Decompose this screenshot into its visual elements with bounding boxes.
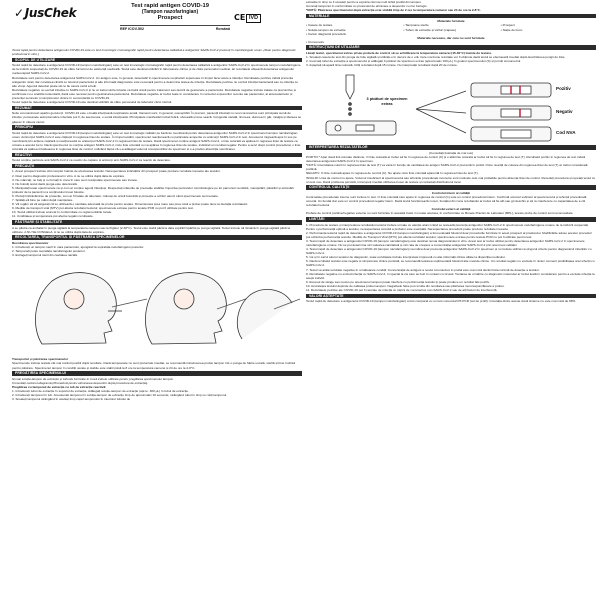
material-item: • Carton diagramă procedură (306, 31, 346, 36)
material-item: • Stație de lucru (500, 27, 523, 32)
material-item: • Soluție-tampon de extracție (306, 27, 346, 32)
result-negative-label: Negativ (556, 109, 573, 115)
product-title: Test rapid antigen COVID-19 (131, 3, 209, 9)
section-materiale: MATERIALE (306, 14, 596, 19)
header (12, 0, 302, 48)
brand-logo (14, 6, 76, 20)
section-scop: SCOPUL DE UTILIZARE (12, 58, 302, 63)
pregatire-step-1: 1. Introduceți tubul de extracție în suportul de extracție. Adăugați soluție-tampon de extracție (aprox. 300 μL) în tubul de extracție. (12, 388, 189, 393)
brand-name: JusChek (24, 6, 77, 20)
principiu-p1: Testul rapid de detectare a antigenului COVID-19 (tampon nazofaringian) este un test imunologic calitativ pe bază de membrană pentru detectarea antigenilor SARS-CoV-2 în specimenul tampon nazofaringian uman. Anticorpul SARS-CoV-2 este căptușit în regiunea liniei de testare. În timpul testării, specimenul reacționează cu particulele acoperite cu anticorpi SARS-CoV-2 în test. Amestecul migrează apoi în sus pe membrană prin acțiune capilară și reacționează cu anticorpul SARS-CoV-2 în regiunea liniei de testare. Dacă specimenul conține antigeni SARS-CoV-2, o linie colorată va apărea în regiunea liniei de testare ca urmare a acestui lucru. Dacă specimenul nu conține antigeni SARS-CoV-2, nicio linie colorată nu va apărea în regiunea liniei de testare, indicând un rezultat negativ. Pentru a servi drept control procedural, o linie colorată va apărea întotdeauna în regiunea liniei de control, indicând faptul că s-a adăugat volumul corespunzător de specimen și s-a produs absorbția membranei. (12, 130, 301, 152)
recoltare-step-2: 2. Tamponați peste suprafața nazofaringelui posterior. (12, 249, 86, 254)
rezumat-p1: Noile coronavirusuri aparțin genului β. COVID-19 este o boală infecțioasă respiratorie acută. Oamenii sunt, în general, susceptibili. În prezent, pacienții infectați cu noul coronavirus sunt principala sursă de infecție; persoanele asimptomatice infectate pot fi, de asemenea, o sursă infecțioasă. Principalele manifestări includ febră, oboseală și tuse seacă. Congestia nazală, rinoreea, durerea în gât, mialgia și diareea se găsesc în câteva cazuri. (12, 111, 302, 124)
precautie-1: 1. Acest prospect trebuie citit complet înainte de efectuarea testului. Nerespectarea indicațiilor din prospect poate produce rezultate inexacte ale testului. (12, 169, 221, 174)
section-control: CONTROLUL CALITĂȚII (306, 185, 596, 190)
precautie-5: 5. Manipulați toate specimenele ca și cum ar conține agenți infecțioși. Respectați măsurile de precauție stabilite împotriva pericolelor microbiologice pe tot parcursul recoltării, manipulării, păstrării și eliminării probelor de la pacienți și a conținutului trusei folosite. (12, 185, 294, 194)
interpretare-pozitiv: POZITIV:* Apar două linii colorate distincte. O linie colorată ar trebui să fie în regiunea de control (C) și o altă linie colorată ar trebui să fie în regiunea de test (T). Rezultatul pozitiv în regiunea de test indică detectarea antigenului SARS-CoV-2 în specimen. (306, 155, 586, 164)
section-interpretare: INTERPRETAREA REZULTATELOR (306, 145, 596, 150)
interpretare-nota: *NOTĂ: Intensitatea culorii în regiunea liniei de test (T) va varia în funcție de cantitatea de antigen SARS-CoV-2 prezentă în probă. Orice nuanță de culoare din regiunea liniei de test (T) ar trebui considerată pozitivă. (306, 163, 588, 172)
limitare-3: 3. Testul rapid de detectare a antigenului COVID-19 (tampon nazofaringian) este destinat numai diagnosticului in vitro. Acest test ar trebui utilizat pentru detectarea antigenilor SARS-CoV-2 în specimenele nazofaringiene umane. Nu se pot determina nici valoarea cantitativă și nici rata de creștere a concentrației antigenilor SARS-CoV-2 prin acest test calitativ. (306, 238, 585, 247)
product-subtitle: (Tampon nazofaringian) (141, 9, 199, 16)
materiale-nefurnizate-item: • Cronometru (306, 39, 325, 44)
left-column (12, 0, 302, 600)
result-invalid-label: Cod NVA (556, 130, 576, 136)
continuation-p1: extracție în timp ce îl scoateți pentru a expulza cât mai mult lichid posibil din tampon. (306, 0, 422, 4)
interpretare-invalid: INVALID: Linia de control nu apare. Volumul insuficient al specimenului sau tehnicile procedurale incorecte sunt motivele cele mai probabile pentru absența liniei de control. Revedeți procedura și repetați testul cu un test nou. Dacă problema persistă, întrerupeți imediat utilizarea trusei de testare și contactați distribuitorul local. (306, 175, 596, 184)
control-extern-title: Controlul extern al calității (431, 207, 471, 212)
material-item: • Casete de testare (306, 23, 333, 28)
continuation-p2: Aruncați tamponul în conformitate cu protocolul de eliminare a deșeurilor cu risc biologic. (306, 4, 428, 9)
precautie-7: 7. Spălați-vă bine pe mâini după manipulare. (12, 198, 74, 203)
section-rezumat: REZUMAT (12, 106, 302, 111)
section-recoltare: RECOLTAREA, TRANSPORTUL ȘI PĂSTRAREA SPECIMENELOR (12, 235, 302, 240)
pregatire-note: Numai soluția-tampon de extracție și tuburile furnizate în trusă trebuie utilizate pentru pregătirea specimenului tampon. (12, 376, 174, 381)
transport-subtitle: Transportul și păstrarea specimenelor (12, 357, 69, 362)
drops-label: 3 picături de specimen extras (366, 97, 408, 106)
ref-code: REF ICOV-502 (120, 27, 144, 31)
reactivi-p1: Testul conține particule anti-SARS-CoV-2 ca reactiv de captare și anticorp anti-SARS-CoV-2 ca reactiv de detectare. (12, 158, 171, 163)
instructiuni-intro: Lăsați testul, specimenul extras și/sau probele de control să se echilibreze la temperatura camerei (15-30°C) înainte de testare. (306, 51, 492, 56)
control-intern-title: Controlul intern al calității (431, 190, 471, 195)
section-pregatire: PREGĂTIREA SPECIMENULUI (12, 371, 302, 376)
control-p1: Controalele procedurale interne sunt incluse în test. O linie colorată care apare în regiunea de control (C) este un control procedural intern. Confirmă volumul suficient al specimenului și tehnică procedurală corectă. Un fundal clar este un control procedural negativ intern. Dacă testul funcționează corect, fundalul din zona rezultatului ar trebui să fie alb sau gri deschis și să nu interfereze cu capacitatea de a citi rezultatul testului. (306, 194, 587, 208)
valori-p1: Testul rapid de detectare a antigenului COVID-19 (tampon nazofaringian) a fost comparat cu un test comercial RT-PCR (cel de profil). Corelația dintre aceste două sisteme nu este mai mică de 98%. (306, 299, 577, 304)
pregatire-note-2: Consultați cartonul-diagramă (Procedură pentru eliminarea deșeurilor după procedura de extracție). (12, 380, 149, 385)
scop-p3: Rezultatele negative nu exclud infecția cu SARS-CoV-2 și nu ar trebui să fie folosite ca bază unică pentru tratament sau decizii de gestionare a pacientului. Rezultatele negative trebuie tratate ca prezumtive și confirmate cu o analiză moleculară, dacă este necesar pentru gestionarea pacientului. Rezultatele negative ar trebui luate în considerare în contextul expunerilor recente ale pacientului, al antecedentelor și prezenței semnelor și simptomelor clinice în concordanță cu COVID-19. (12, 87, 296, 101)
material-item: • Tampoane sterile (403, 23, 429, 28)
precautie-10: 10. Testul utilizat trebuie aruncat în conformitate cu reglementările locale. (12, 210, 113, 215)
precautie-9: 9. Mediile de transport viral (MTV) pot afecta rezultatul testului; specimenele extrase pentru testele PCR nu pot fi utilizate pentru test. (12, 206, 194, 211)
precautie-4: 4. Nu folosiți testul dacă punga este deteriorată. (12, 181, 78, 186)
scop-p4: Testul rapid de detectare a antigenului COVID-19 este destinat utilizării de către personalul de laborator clinic instruit. (12, 100, 173, 105)
right-column (306, 0, 596, 600)
pregatire-step-3: 3. Scoateți tamponul strângând în același timp capul tamponului în interiorul tubului de (12, 397, 131, 402)
language-label: Română (215, 27, 230, 31)
section-reactivi: REACTIVI (12, 153, 302, 158)
nasopharyngeal-swab-figure (12, 259, 302, 355)
precautie-11: 11. Umiditatea și temperatura pot afecta negativ rezultatele. (12, 214, 94, 219)
section-valori: VALORI AȘTEPTATE (306, 294, 596, 299)
intro-text: Testul rapid pentru detectarea antigenului COVID-19 este un test imunologic cromatografic rapid pentru detectarea calitativă a antigenilor SARS-CoV-2 prezenți în nazofaringele uman. (Doar pentru diagnostic profesional in vitro.) (12, 48, 296, 57)
section-pastrare: PĂSTRARE ȘI STABILITATE (12, 220, 302, 225)
limitare-8: 8. Rezultatele negative nu exclud infecția cu SARS-CoV-2, în special la cei care au fost în contact cu virusul. Testarea de urmărire cu diagnostic molecular ar trebui luată în considerare pentru a exclude infecția la acești indivizi. (306, 271, 595, 280)
interpretare-negativ: NEGATIV: O linie colorată apare în regiunea de control (C). Nu apare nicio linie colorată aparentă în regiunea liniei de test (T). (306, 171, 479, 176)
limitare-4: 4. Testul rapid de detectare a antigenului COVID-19 (tampon nazofaringian) va indica doar prezența antigenilor SARS-CoV-2 în specimen și nu trebuie utilizat ca singurul criteriu pentru diagnosticul infecțiilor cu SARS-CoV-2. (306, 247, 592, 256)
limitare-6: 6. Dacă rezultatul testului este negativ și simptomele clinice persistă, se recomandă testarea suplimentară folosind alte metode clinice. Un rezultat negativ nu exclude în niciun moment posibilitatea unei infecții cu SARS-CoV-2. (306, 259, 595, 268)
ref-bar (120, 25, 230, 31)
material-item: • Tuburi de extracție și vârfuri (capace) (403, 27, 457, 32)
materiale-nefurnizate-title: Materiale necesare, dar care nu sunt furnizate (417, 35, 485, 40)
ivd-symbol: IVD (246, 14, 261, 23)
material-item: • Prospect (500, 23, 515, 28)
title-block (120, 3, 220, 22)
section-instructiuni: INSTRUCȚIUNI DE UTILIZARE (306, 45, 596, 50)
section-principiu: PRINCIPIU (12, 125, 302, 130)
ce-mark: CE (234, 13, 246, 22)
limitare-11: 11. Rezultatele pozitive ale COVID-19 pot fi cauzate de infecția cu tulpini de coronavirus non-SARS-CoV-2 sau de alți factori de interferență. (306, 288, 498, 292)
section-precautii: PRECAUȚII (12, 164, 302, 169)
limitare-1: 1. Procedura de testare și interpretarea rezultatului testului trebuie urmate cu atenție atunci când se testează prezența antigenilor SARS-CoV-2 în specimenele nazofaringiene umane de la indivizii suspectați. Pentru o performanță optimă a testului, nerespectarea corectă a probelor este esențială. Nerespectarea procedurii poate produce rezultate inexacte. (306, 222, 589, 231)
precautie-3: 3. Nu mâncați, nu beți și nu fumați în zona în care sunt manipulate specimenele sau truseie. (12, 177, 138, 182)
scop-p2: Rezultatele sunt pentru detectarea antigenului SARS-CoV-2. Un antigen este, în general, detectabil în specimenele respiratorii superioare în timpul fazei acute a infecției. Rezultatele pozitive indică prezența antigenilor virali, dar corelarea clinică cu istoricul pacientului și alte informații diagnostice este necesară pentru a determina starea de infecție. Rezultatele pozitive nu exclud infecția bacteriană sau co-infecția cu alte viruși. Agentul detectat poate să nu fie cauza certă a bolii. (12, 75, 298, 88)
recoltare-step-1: 1. Introduceți un tampon steril în nara pacientului, ajungând la suprafața nazofaringelui posterior. (12, 245, 145, 250)
check-icon: ✓ (14, 6, 24, 20)
document-type: Prospect (157, 15, 183, 22)
limitare-7: 7. Testul va arăta rezultate negative în următoarele condiții: Concentrația de antigeni a noului coronavirus în probă este mai mică decât limita minimă de detecție a testului. (306, 267, 540, 272)
instructiune-2: 2. Inversați tubul de extracție a specimenului și adăugați 3 picături de specimen extras (aproximativ 100 μL) în godeul specimenului (S) și porniți cronometrul. (306, 59, 522, 64)
swab-illustration (12, 259, 302, 355)
recoltare-step-3: 3. Extrageți tamponul steril din cavitatea nazală. (12, 253, 78, 258)
precautie-8: 8. Vă rugăm să vă asigurați că se utilizează o cantitate adecvată de probe pentru testare. Dimensiunea prea mare sau prea mică a probei poate duce la deviația rezultatelor. (12, 202, 249, 207)
instructiune-3: 3. Așteptați să apară linia colorată. Citiți rezultatul după 15 minute. Nu interpretați rezultatul după 20 de minute. (306, 63, 458, 68)
limitare-5: 5. Ca și în cazul tuturor testelor de diagnostic, toate rezultatele trebuie interpretate împreună cu alte informații clinice aflate la dispoziția medicului. (306, 255, 506, 260)
limitare-10: 10. Acuratețea testului depinde de calitatea probei tampon. Negativele false pot rezulta din recoltarea sau păstrarea necorespunzătoare a probei. (306, 283, 505, 288)
control-p2: Probele de control pozitive/negative externe nu sunt furnizate în această trusă. Cu toate acestea, în conformitate cu Bunele Practici de Laborator (BPL), aceste probe de control sunt recomandate. (306, 211, 574, 216)
scop-p1: Testul rapid de detectare a antigenului COVID-19 (tampon nazofaringian) este un test imunologic cromatografic rapid pentru detectarea calitativă a antigenilor SARS-CoV-2 în specimenele tampon nazofaringiene de la indivizi suspectați de COVID-19 de către furnizorul de asistență medicală. Testul este destinat utilizării în laboratoare clinice și de către personalul medical, iar rezultatele afișează detectarea antigenului nucleocapsid SARS-CoV-2. (12, 63, 301, 76)
precautie-2: 2. Doar pentru diagnostic profesional in vitro. A nu se utiliza după data de expirare. (12, 173, 125, 178)
pastrare-p1: A se păstra ca ambalat în punga sigilată la temperatura camerei sau la frigider (2-30°C). Testul este stabil până la data expirării tipărită pe punga sigilată. Testul trebuie să rămână în punga sigilată până la utilizare. A NU SE CONGELA. A nu se utiliza după data de expirare. (12, 225, 291, 234)
result-positive-label: Pozitiv (556, 86, 571, 92)
limitare-9: 9. Excesul de sânge sau mucus pe specimenul tampon poate interfera cu performanța testului și poate produce un rezultat fals pozitiv. (306, 279, 490, 284)
limitare-2: 2. Performanța testului rapid de detectare a antigenului COVID-19 (tampon nazofaringian) a fost evaluată folosind doar procedurile furnizate în acest prospect al produsului. Modificările aduse acestor proceduri pot schimba performanța testului. Mediile de Transport Viral (MTV) pot afecta rezultatul testului; specimenele extrase pentru testele PCR nu pot fi utilizate pentru test. (306, 230, 592, 239)
precautie-6: 6. Purtați îmbrăcăminte de protecție, cum ar fi halate de laborator, mănuși de unică folosință și protecție a ochilor atunci când specimenele sunt testate. (12, 194, 219, 198)
transport-p1: Specimenele trebuie testate cât mai curând posibil după recoltare. Dacă tampoanele nu sunt prelucrate imediat, se recomandă introducerea probei tampon într-o punga de hârtie uscată, sterilă și bine închisă pentru păstrare. Specimenul tampon în condiții uscate și stabile este stabil până la 8 ore la temperatura camerei și 24 de ore la 2-8°C. (12, 361, 296, 370)
recoltare-subtitle: Recoltarea specimenelor (12, 240, 49, 245)
pregatire-step-2: 2. Introduceți tamponul în tub. Amestecați tamponul în soluția-tampon de extracție timp de aproximativ 10 secunde, strângând tubul în timp ce rotiți tamponul. (12, 393, 227, 398)
instructiune-1: 1. Scoateți caseta de test din punga de folie sigilată și utilizați-o în decurs de o oră. Cele mai bune rezultate vor fi obținute dacă testul se efectuează imediat după deschiderea pungii de folie. (306, 55, 566, 60)
interpretare-note: (Consultați ilustrația de mai sus) (428, 151, 474, 155)
pregatire-subtitle: Pregătirea cu tamponul de extracție cu tub de extracție reactivă: (12, 384, 107, 389)
continuation-note: *NOTĂ: Păstrarea specimenului după extracție este stabilă timp de 2 ore la temperatura camerei sau 24 de ore la 2-8°C. (306, 8, 481, 13)
procedure-figure (306, 69, 596, 143)
materiale-furnizate-title: Materiale furnizate (437, 19, 465, 24)
section-limitari: LIMITĂRI (306, 217, 596, 222)
test-procedure-illustration (306, 69, 596, 143)
